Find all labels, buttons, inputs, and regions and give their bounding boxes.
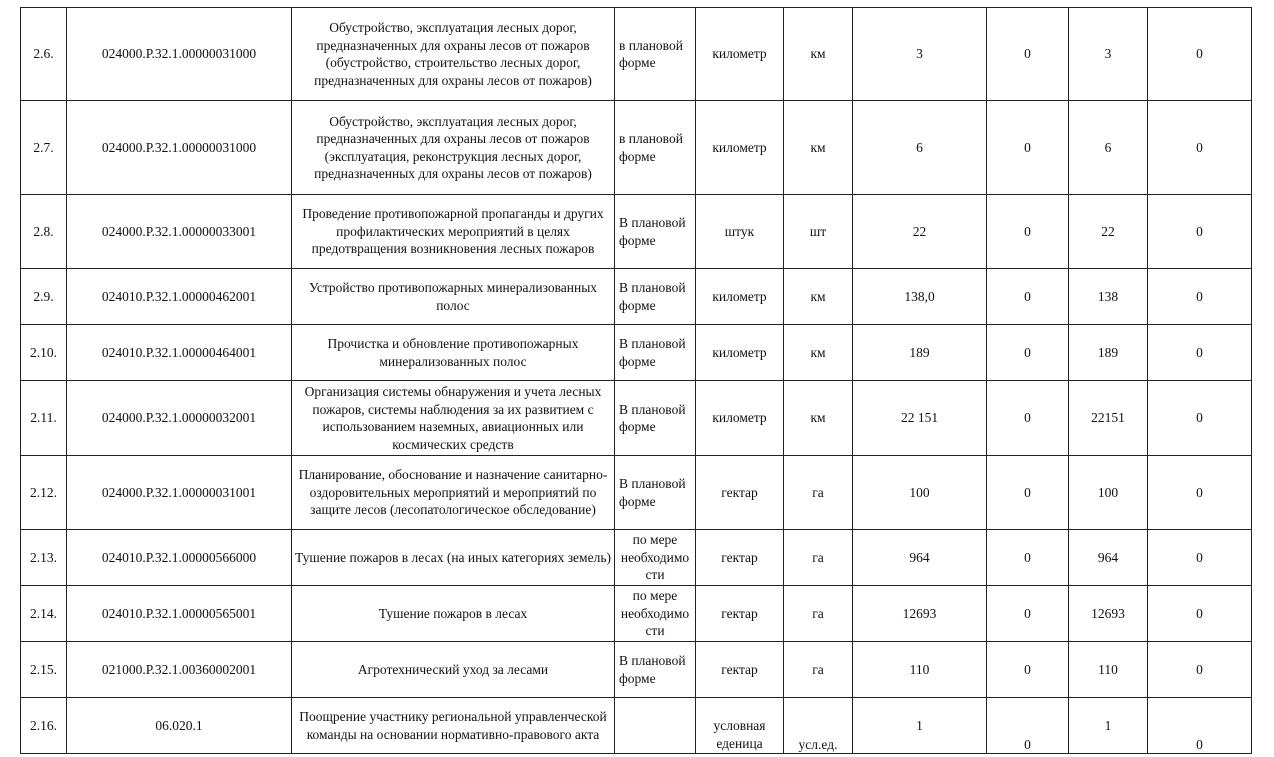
value-col-3: 964: [1069, 530, 1148, 586]
unit-short: км: [784, 325, 853, 381]
table-row: [21, 325, 1252, 381]
row-number: 2.14.: [21, 586, 67, 642]
value-col-4: 0: [1148, 642, 1252, 698]
work-name: Агротехнический уход за лесами: [292, 642, 615, 698]
value-col-2: 0: [987, 269, 1069, 325]
frequency: В плановой форме: [615, 325, 696, 381]
value-planned: 12693: [853, 586, 987, 642]
table-row: [21, 698, 1252, 754]
registry-code: 024010.Р.32.1.00000566000: [67, 530, 292, 586]
row-number: 2.11.: [21, 381, 67, 456]
table-row: [21, 381, 1252, 456]
row-number: 2.16.: [21, 698, 67, 754]
registry-code: 024000.Р.32.1.00000033001: [67, 195, 292, 269]
table-row: [21, 456, 1252, 530]
row-number: 2.15.: [21, 642, 67, 698]
value-planned: 100: [853, 456, 987, 530]
value-col-3: 22: [1069, 195, 1148, 269]
value-planned: 964: [853, 530, 987, 586]
value-planned: 3: [853, 8, 987, 101]
value-col-3: 100: [1069, 456, 1148, 530]
value-col-2: 0: [987, 101, 1069, 195]
value-col-3: 189: [1069, 325, 1148, 381]
table-row: [21, 195, 1252, 269]
row-number: 2.9.: [21, 269, 67, 325]
registry-code: 024000.Р.32.1.00000031001: [67, 456, 292, 530]
value-col-4: 0: [1148, 325, 1252, 381]
unit-short: км: [784, 101, 853, 195]
unit-name: километр: [696, 269, 784, 325]
value-col-4: 0: [1148, 530, 1252, 586]
value-planned: 189: [853, 325, 987, 381]
table-row: [21, 586, 1252, 642]
row-number: 2.6.: [21, 8, 67, 101]
value-col-3: 1: [1069, 698, 1148, 754]
registry-code: 021000.Р.32.1.00360002001: [67, 642, 292, 698]
value-col-2: 0: [987, 381, 1069, 456]
frequency: [615, 698, 696, 754]
registry-code: 024000.Р.32.1.00000032001: [67, 381, 292, 456]
unit-short: шт: [784, 195, 853, 269]
value-col-2: 0: [987, 698, 1069, 754]
value-col-2: 0: [987, 586, 1069, 642]
frequency: В плановой форме: [615, 269, 696, 325]
value-col-2: 0: [987, 456, 1069, 530]
row-number: 2.8.: [21, 195, 67, 269]
value-col-3: 22151: [1069, 381, 1148, 456]
registry-code: 024000.Р.32.1.00000031000: [67, 8, 292, 101]
value-col-3: 3: [1069, 8, 1148, 101]
table-row: [21, 101, 1252, 195]
unit-name: километр: [696, 101, 784, 195]
value-col-4: 0: [1148, 698, 1252, 754]
registry-code: 024010.Р.32.1.00000565001: [67, 586, 292, 642]
value-col-2: 0: [987, 325, 1069, 381]
value-col-4: 0: [1148, 586, 1252, 642]
unit-name: гектар: [696, 456, 784, 530]
registry-code: 024000.Р.32.1.00000031000: [67, 101, 292, 195]
work-name: Поощрение участнику региональной управленческой команды на основании нормативно-правового акта: [292, 698, 615, 754]
value-col-3: 110: [1069, 642, 1148, 698]
unit-short: га: [784, 642, 853, 698]
value-col-3: 12693: [1069, 586, 1148, 642]
table-row: [21, 269, 1252, 325]
work-name: Устройство противопожарных минерализованных полос: [292, 269, 615, 325]
frequency: в плановой форме: [615, 8, 696, 101]
value-col-4: 0: [1148, 381, 1252, 456]
work-name: Тушение пожаров в лесах (на иных категориях земель): [292, 530, 615, 586]
unit-name: гектар: [696, 586, 784, 642]
value-col-2: 0: [987, 195, 1069, 269]
work-name: Тушение пожаров в лесах: [292, 586, 615, 642]
registry-code: 024010.Р.32.1.00000464001: [67, 325, 292, 381]
unit-name: километр: [696, 381, 784, 456]
value-planned: 138,0: [853, 269, 987, 325]
row-number: 2.12.: [21, 456, 67, 530]
work-name: Обустройство, эксплуатация лесных дорог, предназначенных для охраны лесов от пожаров (обустройство, строительство лесных дорог, предназначенных для охраны лесов от пожаров): [292, 8, 615, 101]
unit-name: условная еденица: [696, 698, 784, 754]
table-row: [21, 530, 1252, 586]
value-planned: 1: [853, 698, 987, 754]
value-col-4: 0: [1148, 269, 1252, 325]
frequency: В плановой форме: [615, 195, 696, 269]
work-name: Проведение противопожарной пропаганды и других профилактических мероприятий в целях предотвращения возникновения лесных пожаров: [292, 195, 615, 269]
value-col-3: 6: [1069, 101, 1148, 195]
value-planned: 6: [853, 101, 987, 195]
value-col-2: 0: [987, 642, 1069, 698]
value-col-4: 0: [1148, 456, 1252, 530]
work-name: Планирование, обоснование и назначение санитарно-оздоровительных мероприятий и мероприятий по защите лесов (лесопатологическое обследование): [292, 456, 615, 530]
unit-name: гектар: [696, 530, 784, 586]
unit-name: километр: [696, 8, 784, 101]
row-number: 2.13.: [21, 530, 67, 586]
frequency: В плановой форме: [615, 381, 696, 456]
registry-code: 06.020.1: [67, 698, 292, 754]
unit-short: га: [784, 456, 853, 530]
work-name: Организация системы обнаружения и учета лесных пожаров, системы наблюдения за их развитием с использованием наземных, авиационных или космических средств: [292, 381, 615, 456]
row-number: 2.10.: [21, 325, 67, 381]
value-planned: 110: [853, 642, 987, 698]
value-col-4: 0: [1148, 8, 1252, 101]
table-row: [21, 8, 1252, 101]
unit-short: га: [784, 530, 853, 586]
value-planned: 22 151: [853, 381, 987, 456]
value-col-2: 0: [987, 530, 1069, 586]
value-planned: 22: [853, 195, 987, 269]
frequency: в плановой форме: [615, 101, 696, 195]
services-table: [20, 7, 1252, 754]
value-col-3: 138: [1069, 269, 1148, 325]
frequency: В плановой форме: [615, 456, 696, 530]
value-col-4: 0: [1148, 101, 1252, 195]
work-name: Прочистка и обновление противопожарных минерализованных полос: [292, 325, 615, 381]
unit-short: км: [784, 8, 853, 101]
value-col-4: 0: [1148, 195, 1252, 269]
unit-name: штук: [696, 195, 784, 269]
table-row: [21, 642, 1252, 698]
work-name: Обустройство, эксплуатация лесных дорог, предназначенных для охраны лесов от пожаров (эксплуатация, реконструкция лесных дорог, предназначенных для охраны лесов от пожаров): [292, 101, 615, 195]
frequency: В плановой форме: [615, 642, 696, 698]
unit-short: усл.ед.: [784, 698, 853, 754]
row-number: 2.7.: [21, 101, 67, 195]
frequency: по мере необходимо сти: [615, 586, 696, 642]
unit-short: км: [784, 269, 853, 325]
registry-code: 024010.Р.32.1.00000462001: [67, 269, 292, 325]
unit-name: километр: [696, 325, 784, 381]
unit-name: гектар: [696, 642, 784, 698]
value-col-2: 0: [987, 8, 1069, 101]
unit-short: га: [784, 586, 853, 642]
unit-short: км: [784, 381, 853, 456]
frequency: по мере необходимо сти: [615, 530, 696, 586]
